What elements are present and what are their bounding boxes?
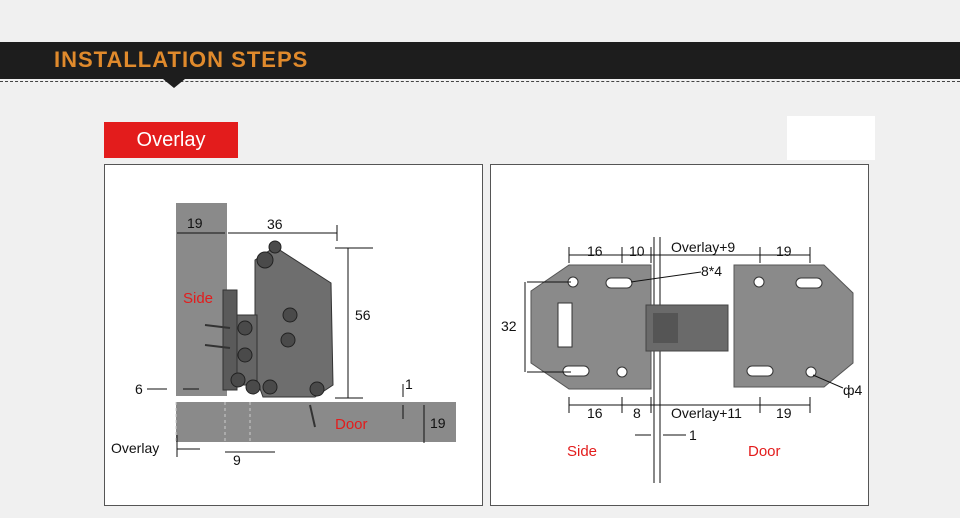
hinge-link <box>653 313 678 343</box>
side-label-front: Side <box>567 443 598 460</box>
door-board <box>176 402 456 442</box>
dim-56: 56 <box>355 307 371 323</box>
dim-6: 6 <box>135 381 143 397</box>
side-slot <box>558 303 572 347</box>
overlay-tag: Overlay <box>104 122 238 158</box>
overlay-label: Overlay <box>111 440 160 456</box>
dim-bot-8: 8 <box>633 405 641 421</box>
dim-top-19: 19 <box>776 243 792 259</box>
dashed-divider <box>0 81 960 82</box>
side-label: Side <box>183 290 214 307</box>
dim-32: 32 <box>501 318 517 334</box>
dim-19-right: 19 <box>430 415 446 431</box>
section-title: INSTALLATION STEPS <box>54 47 309 72</box>
dim-1: 1 <box>405 376 413 392</box>
dim-screw: 8*4 <box>701 263 723 279</box>
door-label-front: Door <box>748 443 781 460</box>
dim-top-overlay: Overlay+9 <box>671 239 736 255</box>
dim-hole: ф4 <box>843 382 863 398</box>
dim-bot-16: 16 <box>587 405 603 421</box>
side-view-diagram <box>105 165 482 505</box>
front-view-diagram <box>491 165 868 505</box>
side-plate <box>531 265 651 389</box>
dim-19-top: 19 <box>187 215 203 231</box>
dim-36: 36 <box>267 216 283 232</box>
dim-top-16: 16 <box>587 243 603 259</box>
door-label: Door <box>335 416 368 433</box>
front-view-panel <box>490 164 869 506</box>
blank-box <box>787 116 875 160</box>
gap-lines <box>654 237 660 483</box>
side-view-panel <box>104 164 483 506</box>
dim-top-10: 10 <box>629 243 645 259</box>
header-notch <box>163 79 185 88</box>
dim-gap: 1 <box>689 427 697 443</box>
dim-bot-19: 19 <box>776 405 792 421</box>
top-band <box>0 0 960 42</box>
dim-bot-overlay: Overlay+11 <box>671 405 742 421</box>
dim-9: 9 <box>233 452 241 468</box>
